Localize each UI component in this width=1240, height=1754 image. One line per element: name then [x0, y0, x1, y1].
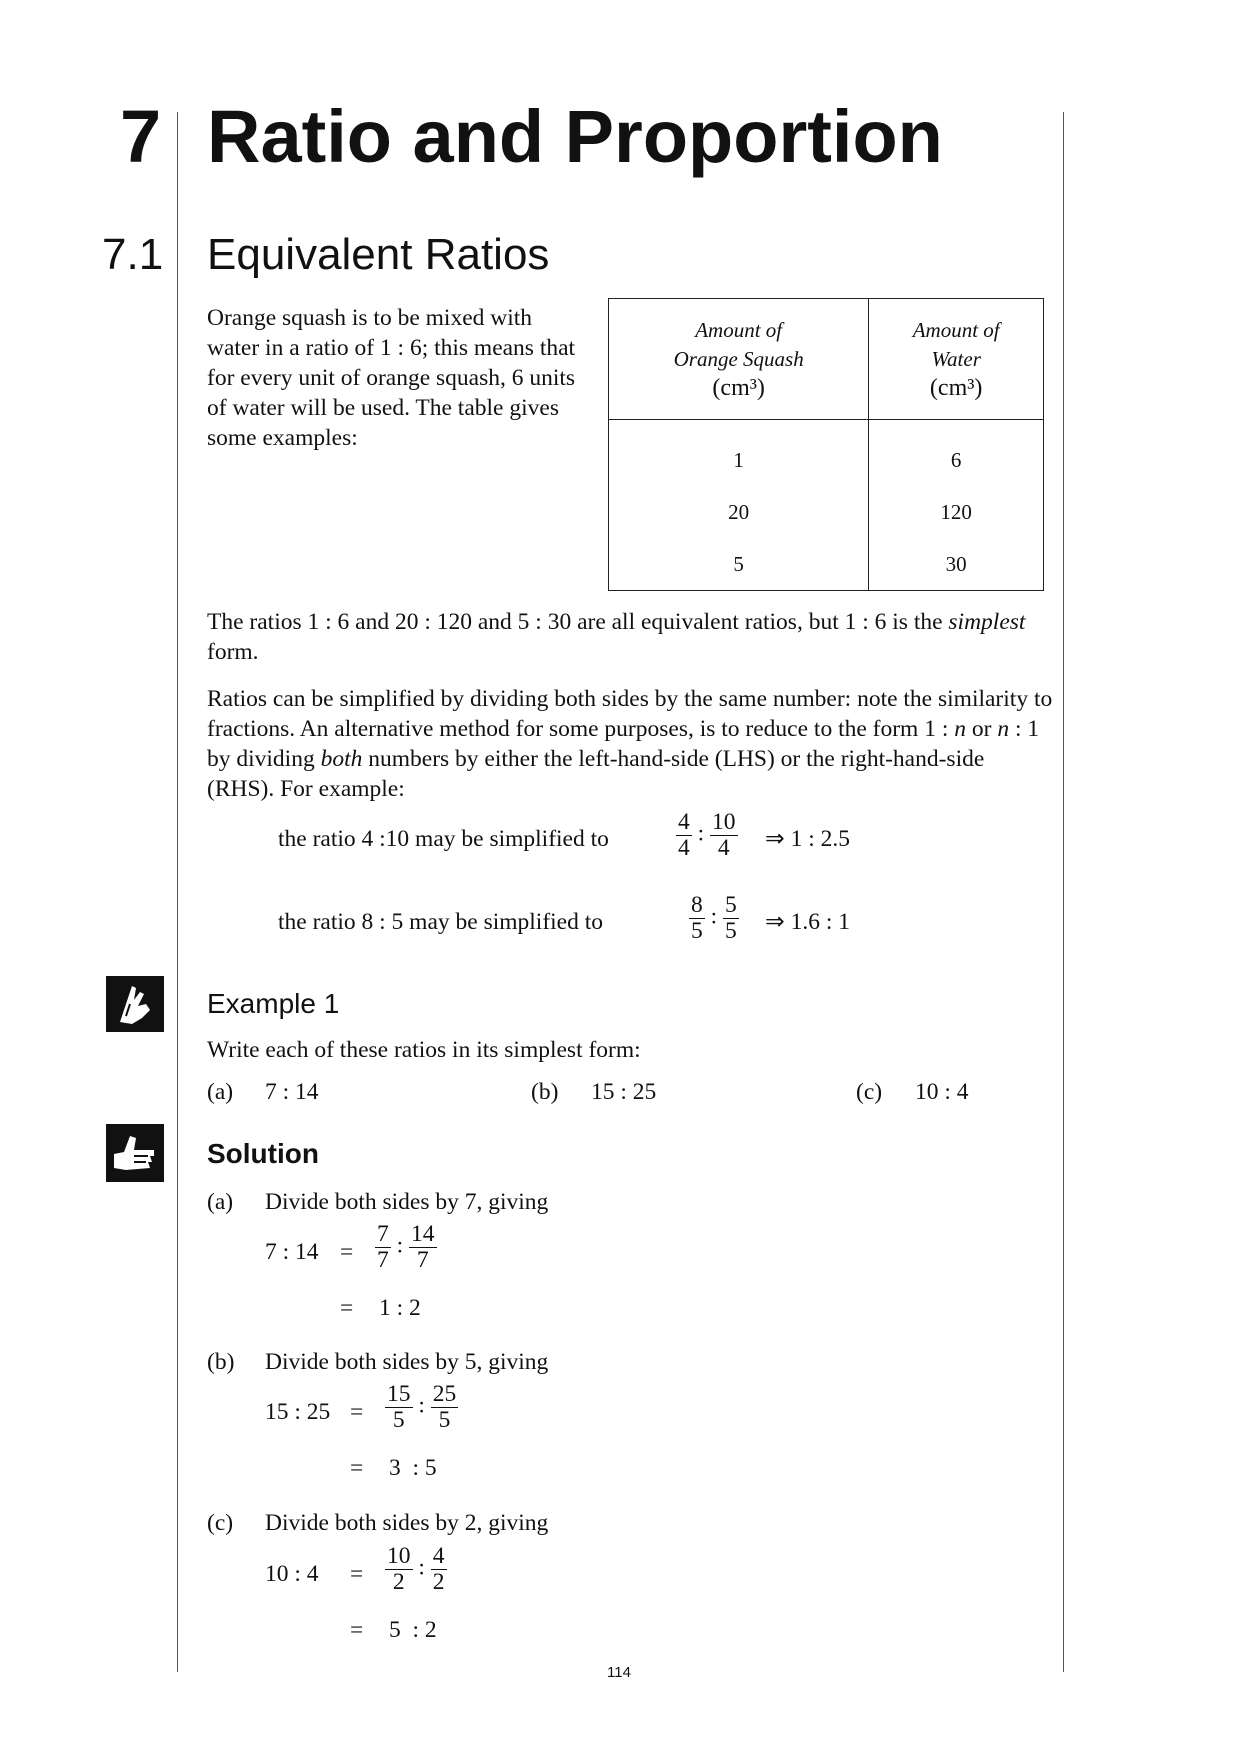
equals-sign: =: [350, 1617, 364, 1643]
solution-heading: Solution: [207, 1138, 319, 1169]
section-number: 7.1: [102, 230, 164, 279]
fraction: [676, 810, 692, 860]
numerator: 4: [678, 809, 690, 835]
denominator: 5: [725, 917, 737, 944]
denominator: 7: [377, 1246, 389, 1273]
numerator: 10: [712, 809, 736, 835]
solution-part-text: Divide both sides by 7, giving: [265, 1189, 549, 1215]
fraction: [375, 1222, 391, 1272]
solution-part-label: (b): [207, 1349, 235, 1375]
fraction: [723, 893, 739, 943]
example-part-label: (b): [531, 1079, 559, 1105]
example-part-value: 7 : 14: [265, 1079, 319, 1105]
equals-sign: =: [350, 1561, 364, 1587]
example-part-label: (a): [207, 1079, 234, 1105]
method-paragraph: [207, 684, 1057, 804]
denominator: 5: [392, 1406, 405, 1433]
header-unit: (cm³): [929, 374, 983, 401]
table-row: [609, 420, 1044, 487]
inline-example-text: the ratio 4 :10 may be simplified to: [278, 826, 609, 852]
denominator: 4: [717, 834, 730, 861]
table-cell: 30: [869, 538, 1044, 591]
chapter-number: 7: [120, 95, 162, 178]
pointing-hand-icon-graphic: [106, 976, 164, 1032]
numerator: 8: [691, 892, 703, 918]
numerator: 7: [377, 1221, 389, 1247]
table-cell: 6: [869, 420, 1044, 487]
example-heading: Example 1: [207, 988, 340, 1019]
right-margin-rule: [1063, 112, 1064, 1672]
fraction: [431, 1544, 447, 1594]
denominator: 4: [678, 834, 690, 861]
numerator: 4: [432, 1543, 445, 1569]
denominator: 7: [416, 1246, 429, 1273]
solution-lhs: 7 : 14: [265, 1239, 319, 1265]
table-header-water: [869, 299, 1044, 420]
chapter-title: Ratio and Proportion: [207, 95, 943, 178]
section-title: Equivalent Ratios: [207, 230, 550, 279]
solution-part-label: (c): [207, 1510, 234, 1536]
equivalent-ratios-paragraph: [207, 607, 1057, 667]
table-header-row: [609, 299, 1044, 420]
solution-fraction-expression: $\frac{7}{7}$ : $\frac{14}{7}$: [377, 1221, 435, 1273]
intro-paragraph: Orange squash is to be mixed with water in a ratio of 1 : 6; this means that for every unit of orange squash, 6 units of water will be used. The table gives some examples:: [207, 305, 576, 451]
table-header-orange-squash: [609, 299, 869, 420]
denominator: 2: [432, 1568, 445, 1595]
solution-part-text: Divide both sides by 5, giving: [265, 1349, 549, 1375]
variable-n: n: [997, 716, 1010, 742]
example-part-label: (c): [856, 1079, 883, 1105]
inline-example-result: ⇒ 1.6 : 1: [765, 909, 850, 935]
table-cell: 120: [869, 486, 1044, 538]
header-unit: (cm³): [712, 374, 765, 401]
example-part-value: 10 : 4: [915, 1079, 969, 1105]
fraction: [431, 1382, 459, 1432]
solution-part-label: (a): [207, 1189, 234, 1215]
header-line: Water: [931, 346, 981, 371]
solution-part-text: Divide both sides by 2, giving: [265, 1510, 549, 1536]
table-row: [609, 538, 1044, 591]
method-em: both: [320, 746, 363, 772]
equiv-lead: The ratios 1 : 6 and 20 : 120 and 5 : 30 are all equivalent ratios, but 1 : 6 is the: [207, 609, 949, 635]
equals-sign: =: [340, 1295, 354, 1321]
denominator: 2: [392, 1568, 405, 1595]
equals-sign: =: [350, 1399, 364, 1425]
inline-fraction-expression: $\frac{4}{4}$ : $\frac{10}{4}$: [678, 809, 736, 861]
solution-lhs: 10 : 4: [265, 1561, 319, 1587]
fraction: [385, 1544, 413, 1594]
table-cell: 5: [733, 551, 744, 576]
equiv-tail: form.: [207, 639, 259, 665]
pointing-hand-icon: [106, 976, 164, 1032]
fraction: [710, 810, 738, 860]
inline-example: [278, 824, 609, 854]
method-text: or: [966, 716, 998, 742]
header-line: Amount of: [912, 317, 1000, 342]
method-text: Ratios can be simplified by dividing both sides by the same number: note the similarity to fractions. An alternative method for some purposes, is to reduce to the form 1 :: [207, 686, 1053, 742]
inline-example-text: the ratio 8 : 5 may be simplified to: [278, 909, 604, 935]
solution-fraction-expression: $\frac{10}{2}$ : $\frac{4}{2}$: [387, 1543, 445, 1595]
page-number: 114: [607, 1664, 631, 1681]
solution-lhs: 15 : 25: [265, 1399, 331, 1425]
denominator: 5: [691, 917, 703, 944]
method-text: : 1 by dividing: [207, 716, 1040, 772]
inline-fraction-expression: $\frac{8}{5}$ : $\frac{5}{5}$: [691, 892, 737, 944]
fraction: [385, 1382, 413, 1432]
header-line: Orange Squash: [673, 346, 804, 371]
example-part-value: 15 : 25: [591, 1079, 657, 1105]
solution-result: 1 : 2: [379, 1295, 421, 1321]
fraction: [409, 1222, 437, 1272]
fraction: [689, 893, 705, 943]
numerator: 15: [387, 1381, 411, 1407]
equiv-em: simplest: [948, 609, 1026, 635]
denominator: 5: [438, 1406, 451, 1433]
left-margin-rule: [177, 112, 178, 1672]
inline-example-result: ⇒ 1 : 2.5: [765, 826, 850, 852]
method-text: numbers by either the left-hand-side (LHS) or the right-hand-side (RHS). For example:: [207, 746, 985, 802]
numerator: 10: [387, 1543, 411, 1569]
header-line: Amount of: [695, 317, 783, 342]
thumbs-up-hand-icon-graphic: [106, 1124, 164, 1182]
inline-example: [278, 907, 603, 937]
numerator: 14: [411, 1221, 435, 1247]
numerator: 25: [432, 1381, 457, 1407]
equals-sign: =: [350, 1455, 364, 1481]
solution-result: 3 : 5: [389, 1455, 437, 1481]
examples-table: [608, 298, 1044, 591]
equals-sign: =: [340, 1239, 354, 1265]
thumbs-up-hand-icon: [106, 1124, 164, 1182]
table-cell: 1: [733, 447, 744, 472]
solution-result: 5 : 2: [389, 1617, 437, 1643]
table-row: [609, 486, 1044, 538]
example-prompt: Write each of these ratios in its simplest form:: [207, 1037, 641, 1063]
variable-n: n: [954, 716, 966, 742]
table-cell: 20: [728, 499, 750, 524]
solution-fraction-expression: $\frac{15}{5}$ : $\frac{25}{5}$: [387, 1381, 457, 1433]
numerator: 5: [725, 892, 737, 918]
